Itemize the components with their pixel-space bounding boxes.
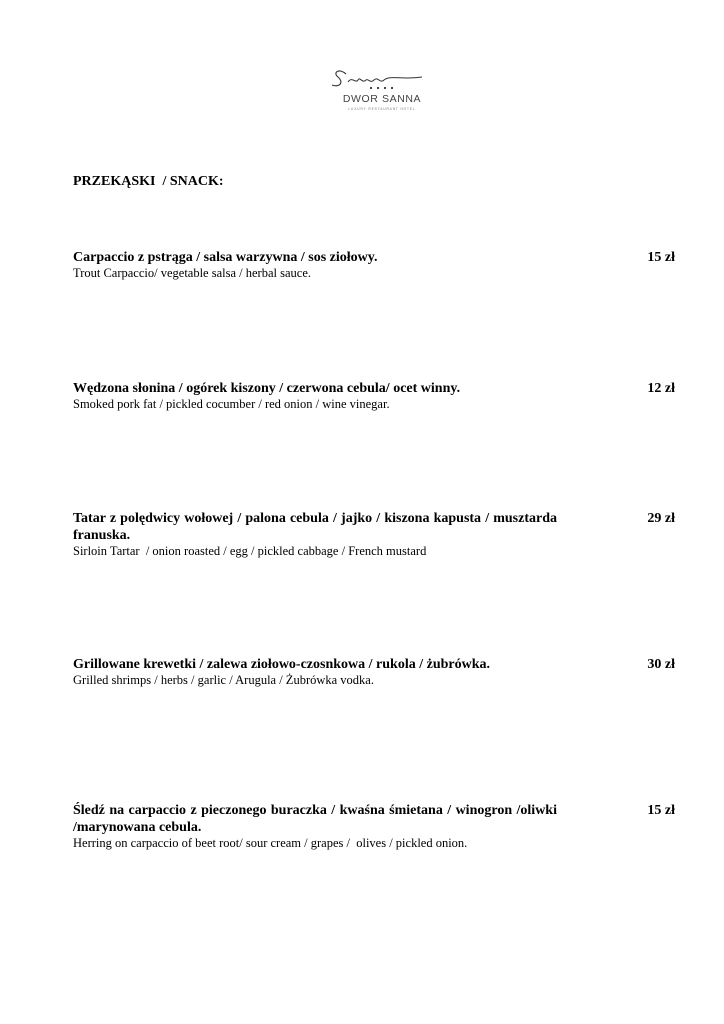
item-name-pl: Grillowane krewetki / zalewa ziołowo-czosnkowa / rukola / żubrówka. [73, 657, 490, 672]
item-price: 29 zł [647, 511, 675, 526]
item-name-en: Grilled shrimps / herbs / garlic / Arugula / Żubrówka vodka. [73, 673, 374, 687]
item-name-en: Smoked pork fat / pickled cocumber / red onion / wine vinegar. [73, 397, 390, 411]
item-name-en: Herring on carpaccio of beet root/ sour cream / grapes / olives / pickled onion. [73, 836, 468, 850]
item-name-pl: Wędzona słonina / ogórek kiszony / czerwona cebula/ ocet winny. [73, 381, 461, 396]
item-price: 15 zł [647, 803, 675, 818]
logo-tagline: LUXURY RESTAURANT HOTEL [348, 107, 416, 111]
hotel-logo [322, 66, 442, 116]
logo-script-mark [322, 66, 442, 92]
item-name-en: Trout Carpaccio/ vegetable salsa / herbal sauce. [73, 266, 311, 280]
item-name-pl: Śledź na carpaccio z pieczonego buraczka / kwaśna śmietana / winogron /oliwki /marynowana cebula. [73, 803, 557, 835]
item-name-pl: Tatar z polędwicy wołowej / palona cebula / jajko / kiszona kapusta / musztarda franuska. [73, 511, 557, 543]
section-title: PRZEKĄSKI / SNACK: [73, 174, 224, 189]
menu-item [73, 656, 675, 688]
item-price: 12 zł [647, 381, 675, 396]
menu-item [73, 802, 675, 851]
logo-name: DWOR SANNA [342, 93, 422, 105]
menu-item [73, 510, 675, 559]
menu-item [73, 249, 675, 281]
item-price: 15 zł [647, 250, 675, 265]
menu-item [73, 380, 675, 412]
item-name-en: Sirloin Tartar / onion roasted / egg / pickled cabbage / French mustard [73, 544, 427, 558]
item-price: 30 zł [647, 657, 675, 672]
item-name-pl: Carpaccio z pstrąga / salsa warzywna / sos ziołowy. [73, 250, 378, 265]
